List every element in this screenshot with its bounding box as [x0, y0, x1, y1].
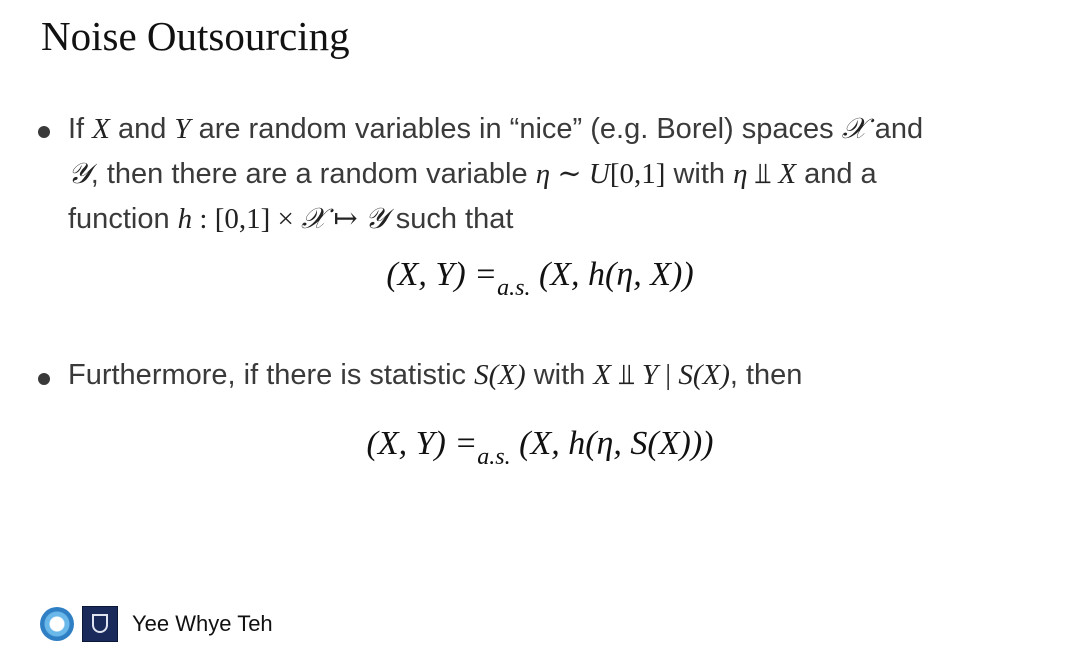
text-run: and — [109, 113, 175, 145]
text-run: and a — [796, 158, 877, 190]
text-run: such that — [387, 203, 514, 235]
bullet-furthermore — [0, 353, 1080, 399]
math-space-x: 𝒳 — [841, 111, 867, 145]
text-run: and — [866, 113, 924, 145]
text-run: function — [68, 203, 178, 235]
math-x: X — [92, 113, 110, 145]
math-space-y: 𝒴 — [68, 156, 91, 190]
math-interval: [0,1] — [609, 158, 666, 190]
text-run: with — [525, 359, 594, 391]
bullet-line-3 — [68, 196, 1068, 241]
math-independent: ⫫ — [747, 158, 779, 190]
text-run: , then — [729, 359, 803, 391]
text-run: Furthermore, if there is statistic — [68, 359, 475, 391]
math-statistic: S(X) — [474, 359, 526, 391]
text-run: are random variables in “nice” (e.g. Borel) spaces — [190, 113, 842, 145]
slide-title: Noise Outsourcing — [41, 13, 350, 59]
equation-rhs: (X, h(η, S(X))) — [510, 425, 714, 462]
math-sim: ∼ — [550, 158, 589, 190]
math-given: | — [658, 359, 679, 391]
math-uniform: U — [588, 158, 610, 190]
math-statistic: S(X) — [678, 359, 730, 391]
text-run: If — [68, 113, 93, 145]
math-x: X — [593, 359, 612, 391]
bullet-line-1 — [68, 353, 1068, 398]
math-mapsto: ↦ — [326, 203, 365, 235]
bullet-dot — [38, 373, 50, 385]
equation-subscript: a.s. — [477, 444, 511, 470]
math-y: Y — [641, 359, 659, 391]
equation-almost-sure-1 — [0, 256, 1080, 301]
text-run: with — [665, 158, 734, 190]
bullet-text — [68, 106, 1068, 241]
bullet-text — [68, 353, 1068, 398]
equation-lhs: (X, Y) = — [366, 425, 478, 462]
math-eta: η — [535, 158, 551, 190]
oxford-crest-icon — [82, 606, 118, 642]
bullet-noise-outsourcing — [0, 106, 1080, 246]
math-y: Y — [174, 113, 191, 145]
math-space-x: 𝒳 — [301, 201, 327, 235]
text-run: , then there are a random variable — [90, 158, 536, 190]
math-domain: : [0,1] × — [192, 203, 302, 235]
math-independent: ⫫ — [611, 359, 642, 391]
math-x: X — [778, 158, 797, 190]
equation-lhs: (X, Y) = — [386, 256, 498, 293]
bullet-line-1 — [68, 106, 1068, 151]
equation-rhs: (X, h(η, X)) — [530, 256, 694, 293]
equation-almost-sure-2 — [0, 425, 1080, 470]
slide-footer — [40, 604, 360, 644]
math-h: h — [177, 203, 193, 235]
deepmind-logo-icon — [40, 607, 74, 641]
author-name: Yee Whye Teh — [132, 611, 273, 636]
bullet-line-2 — [68, 151, 1068, 196]
equation-subscript: a.s. — [497, 275, 531, 301]
math-eta: η — [733, 158, 748, 190]
bullet-dot — [38, 126, 50, 138]
math-space-y: 𝒴 — [364, 201, 388, 235]
